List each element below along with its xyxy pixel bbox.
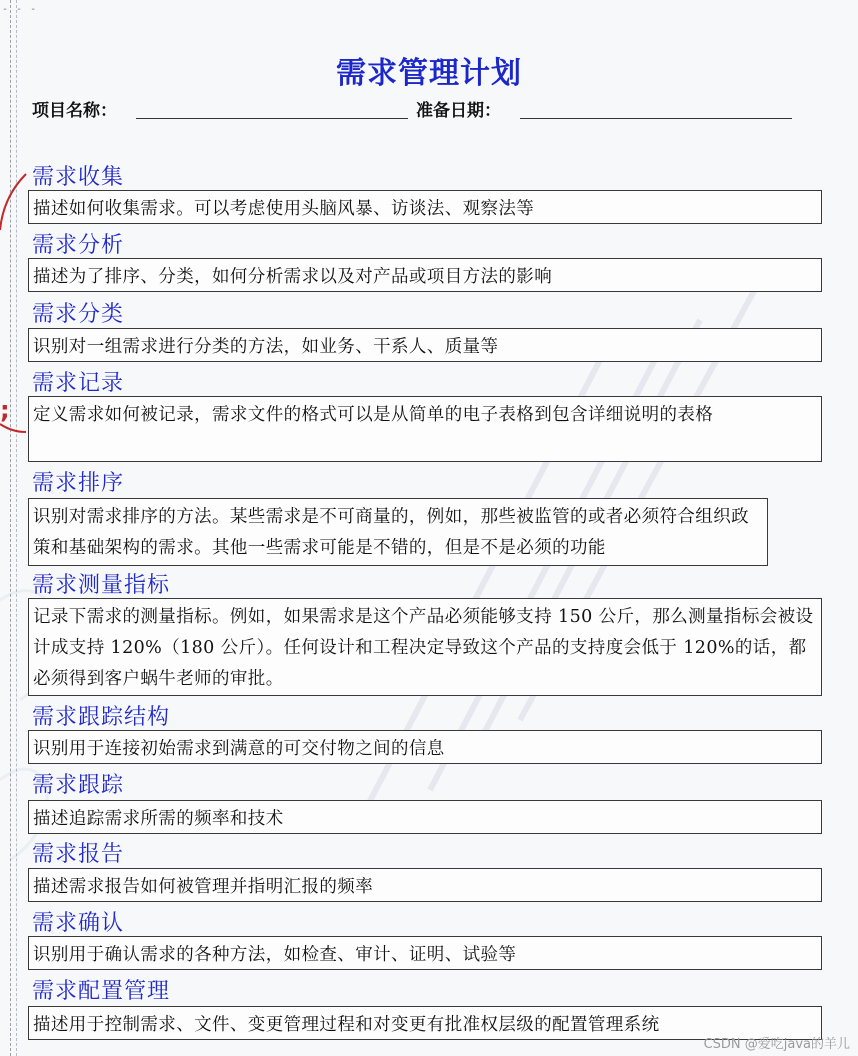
section-body: 识别用于连接初始需求到满意的可交付物之间的信息 [28,730,822,764]
section-title: 需求确认 [32,911,125,936]
section-body: 描述追踪需求所需的频率和技术 [28,800,822,834]
section-body: 识别对一组需求进行分类的方法，如业务、干系人、质量等 [28,328,822,362]
section-title: 需求收集 [32,165,125,190]
section-body: 定义需求如何被记录，需求文件的格式可以是从简单的电子表格到包含详细说明的表格 [28,396,822,462]
project-name-field[interactable] [136,118,408,119]
section-title: 需求跟踪 [32,773,125,798]
prep-date-field[interactable] [520,118,792,119]
credit-watermark: CSDN @爱吃java的羊儿 [703,1037,850,1052]
section-body: 识别用于确认需求的各种方法，如检查、审计、证明、试验等 [28,936,822,970]
page-left-edge-inner [16,0,18,1056]
section-title: 需求分类 [32,302,125,327]
section-body: 描述需求报告如何被管理并指明汇报的频率 [28,868,822,902]
prep-date-label: 准备日期： [416,101,501,121]
top-corner-mark: - - - [2,4,38,15]
section-title: 需求报告 [32,842,125,867]
section-body: 描述用于控制需求、文件、变更管理过程和对变更有批准权层级的配置管理系统 [28,1006,822,1040]
section-title: 需求分析 [32,233,125,258]
red-annotation-mark: ; [0,396,10,424]
section-title: 需求配置管理 [32,979,171,1004]
section-body: 描述如何收集需求。可以考虑使用头脑风暴、访谈法、观察法等 [28,190,822,224]
project-name-label: 项目名称： [32,101,117,121]
section-title: 需求跟踪结构 [32,705,171,730]
section-title: 需求排序 [32,471,125,496]
section-title: 需求记录 [32,371,125,396]
section-title: 需求测量指标 [32,573,171,598]
page-title: 需求管理计划 [336,56,522,91]
section-body: 描述为了排序、分类，如何分析需求以及对产品或项目方法的影响 [28,258,822,292]
page-left-edge [10,0,12,1056]
section-body: 识别对需求排序的方法。某些需求是不可商量的，例如，那些被监管的或者必须符合组织政策和基础架构的需求。其他一些需求可能是不错的，但是不是必须的功能 [28,498,768,566]
section-body: 记录下需求的测量指标。例如，如果需求是这个产品必须能够支持 150 公斤，那么测量指标会被设计成支持 120%（180 公斤）。任何设计和工程决定导致这个产品的支持度会低于 120%的话，都必须得到客户蜗牛老师的审批。 [28,598,822,696]
